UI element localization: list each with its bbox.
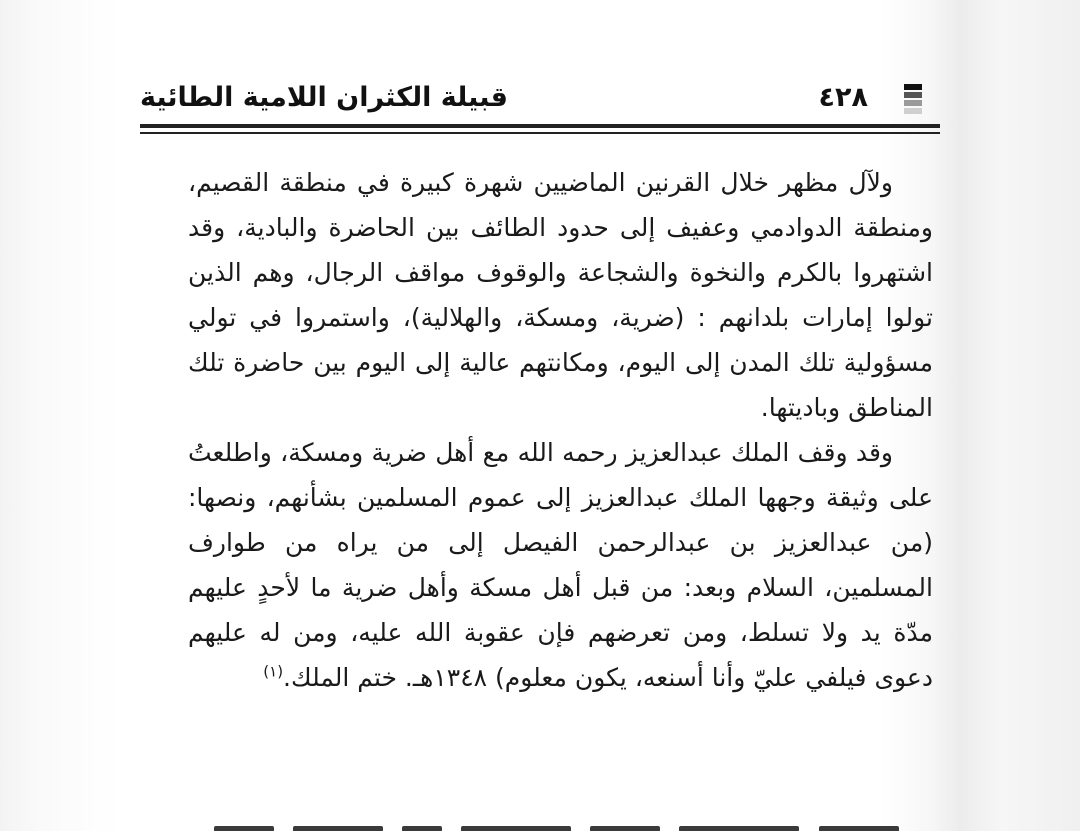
page-marker-icon	[904, 84, 922, 114]
marker-bar	[904, 100, 922, 106]
marker-bar	[904, 108, 922, 114]
next-line-fragment	[200, 816, 930, 831]
paragraph-2	[188, 430, 933, 700]
page-number: ٤٢٨	[818, 82, 868, 113]
header-rule-thin	[140, 132, 940, 134]
fragment-mark	[293, 826, 383, 831]
fragment-mark	[819, 826, 899, 831]
footnote-reference[interactable]: (١)	[263, 662, 284, 681]
fragment-mark	[590, 826, 660, 831]
fragment-mark	[461, 826, 571, 831]
page-header	[140, 80, 940, 120]
fragment-mark	[402, 826, 442, 831]
paragraph-1: ولآل مظهر خلال القرنين الماضيين شهرة كبيرة في منطقة القصيم، ومنطقة الدوادمي وعفيف إلى حدود الطائف بين الحاضرة والبادية، وقد اشتهروا بالكرم والنخوة والشجاعة والوقوف مواقف الرجال، وهم الذين تولوا إمارات بلدانهم : (ضرية، ومسكة، والهلالية)، واستمروا في تولي مسؤولية تلك المدن إلى اليوم، ومكانتهم عالية إلى اليوم بين حاضرة تلك المناطق وباديتها.	[188, 168, 933, 422]
marker-bar	[904, 84, 922, 90]
fragment-mark	[214, 826, 274, 831]
header-rule-thick	[140, 124, 940, 128]
running-title: قبيلة الكثران اللامية الطائية	[140, 82, 508, 113]
paragraph-2-text: وقد وقف الملك عبدالعزيز رحمه الله مع أهل ضرية ومسكة، واطلعتُ على وثيقة وجهها الملك عبدالعزيز إلى عموم المسلمين بشأنهم، ونصها: (من عبدالعزيز بن عبدالرحمن الفيصل إلى من يراه من طوارف المسلمين، السلام وبعد: من قبل أهل مسكة وأهل ضرية ما لأحدٍ عليهم مدّة يد ولا تسلط، ومن تعرضهم فإن عقوبة الله عليه، ومن له عليهم دعوى فيلفي عليّ وأنا أسنعه، يكون معلوم) ١٣٤٨هـ. ختم الملك.	[188, 438, 933, 692]
fragment-mark	[679, 826, 799, 831]
marker-bar	[904, 92, 922, 98]
body-text	[188, 160, 933, 700]
